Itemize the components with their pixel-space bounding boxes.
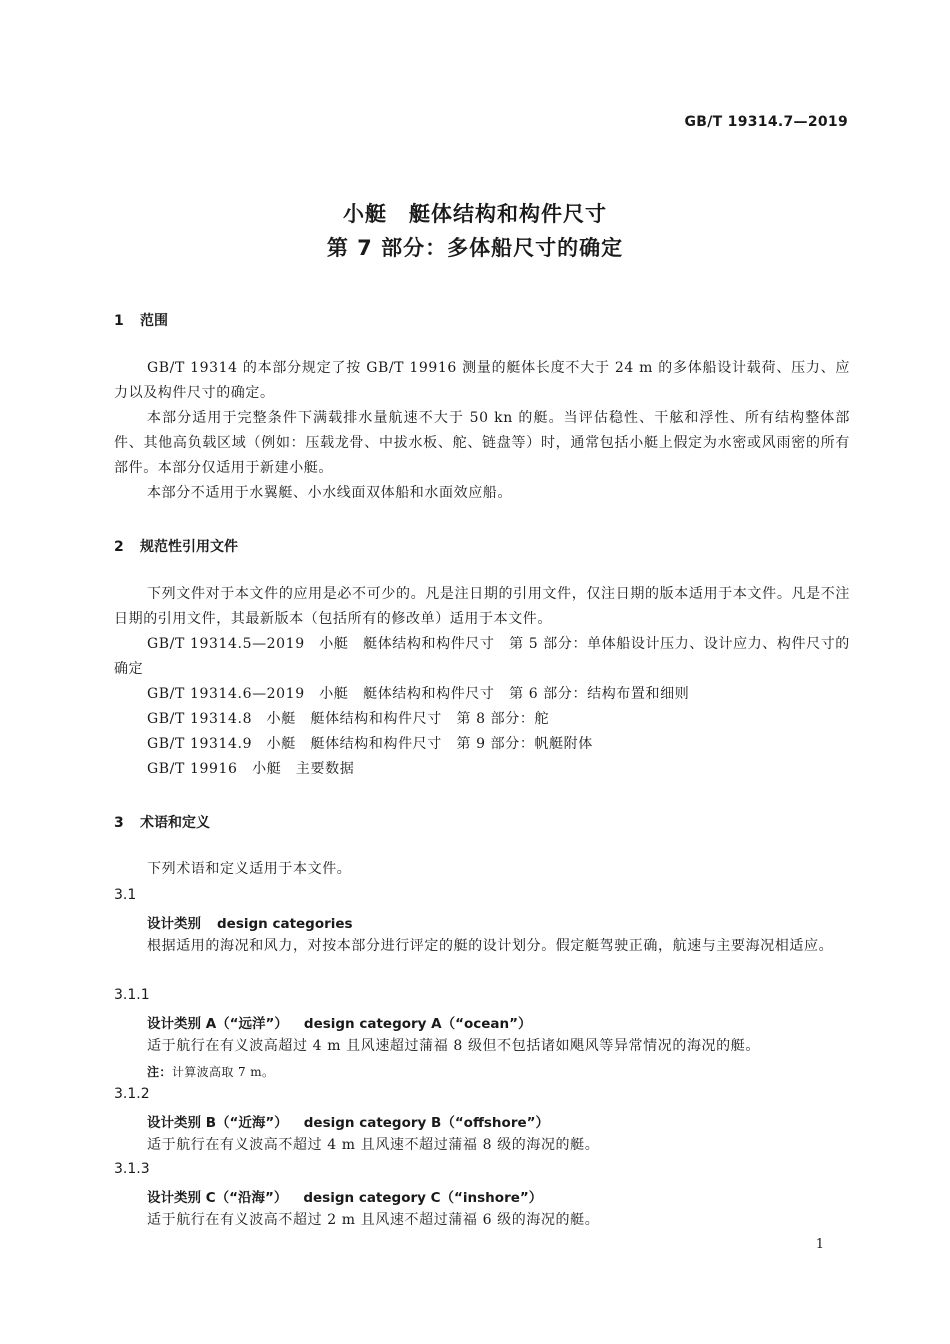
- section-2-heading: [114, 536, 238, 556]
- note: [147, 1063, 274, 1080]
- clause-number: 3.1: [114, 887, 137, 903]
- paragraph: 本部分不适用于水翼艇、小水线面双体船和水面效应船。: [147, 485, 512, 501]
- term-heading: [147, 912, 353, 932]
- reference-item: GB/T 19314.5—2019 小艇 艇体结构和构件尺寸 第 5 部分：单体船设计压力、设计应力、构件尺寸的确定: [114, 636, 850, 677]
- term-definition: 适于航行在有义波高不超过 4 m 且风速不超过蒲福 8 级的海况的艇。: [147, 1137, 600, 1153]
- section-3-heading: [114, 812, 210, 832]
- term-en: design categories: [217, 916, 353, 932]
- section-number: 3: [114, 815, 124, 831]
- clause-number: 3.1.2: [114, 1086, 150, 1102]
- title-line-1: 小艇 艇体结构和构件尺寸: [343, 202, 607, 226]
- title-line-2: 第 7 部分：多体船尺寸的确定: [326, 236, 624, 260]
- term-en: design category B（“offshore”）: [303, 1115, 550, 1131]
- reference-item: GB/T 19314.9 小艇 艇体结构和构件尺寸 第 9 部分：帆艇附体: [147, 736, 593, 752]
- term-heading: [147, 1012, 532, 1032]
- note-label: 注：: [147, 1065, 172, 1079]
- term-heading: [147, 1186, 542, 1206]
- page-number: 1: [815, 1237, 824, 1252]
- paragraph: 下列术语和定义适用于本文件。: [147, 861, 352, 877]
- section-1-heading: [114, 310, 168, 330]
- section-title: 规范性引用文件: [140, 539, 238, 555]
- term-definition: 根据适用的海况和风力，对按本部分进行评定的艇的设计划分。假定艇驾驶正确，航速与主要海况相适应。: [147, 938, 834, 954]
- paragraph: 下列文件对于本文件的应用是必不可少的。凡是注日期的引用文件，仅注日期的版本适用于本文件。凡是不注日期的引用文件，其最新版本（包括所有的修改单）适用于本文件。: [114, 586, 850, 627]
- reference-item: GB/T 19314.6—2019 小艇 艇体结构和构件尺寸 第 6 部分：结构布置和细则: [147, 686, 690, 702]
- reference-item: GB/T 19314.8 小艇 艇体结构和构件尺寸 第 8 部分：舵: [147, 711, 550, 727]
- paragraph: GB/T 19314 的本部分规定了按 GB/T 19916 测量的艇体长度不大于 24 m 的多体船设计载荷、压力、应力以及构件尺寸的确定。: [114, 360, 850, 401]
- clause-number: 3.1.3: [114, 1161, 150, 1177]
- term-en: design category C（“inshore”）: [303, 1190, 543, 1206]
- reference-item: GB/T 19916 小艇 主要数据: [147, 761, 355, 777]
- standard-code: GB/T 19314.7—2019: [684, 114, 848, 130]
- term-zh: 设计类别 C（“沿海”）: [147, 1190, 288, 1206]
- section-number: 1: [114, 313, 124, 329]
- term-heading: [147, 1111, 549, 1131]
- section-title: 范围: [140, 313, 168, 329]
- term-definition: 适于航行在有义波高超过 4 m 且风速超过蒲福 8 级但不包括诸如飓风等异常情况的海况的艇。: [147, 1038, 760, 1054]
- term-definition: 适于航行在有义波高不超过 2 m 且风速不超过蒲福 6 级的海况的艇。: [147, 1212, 600, 1228]
- term-en: design category A（“ocean”）: [303, 1016, 532, 1032]
- section-title: 术语和定义: [140, 815, 210, 831]
- paragraph: 本部分适用于完整条件下满载排水量航速不大于 50 kn 的艇。当评估稳性、干舷和浮性、所有结构整体部件、其他高负载区域（例如：压载龙骨、中拔水板、舵、链盘等）时，通常包括小艇上假定为水密或风雨密的所有部件。本部分仅适用于新建小艇。: [114, 410, 850, 476]
- clause-number: 3.1.1: [114, 987, 150, 1003]
- term-zh: 设计类别 A（“远洋”）: [147, 1016, 288, 1032]
- term-zh: 设计类别 B（“近海”）: [147, 1115, 288, 1131]
- term-zh: 设计类别: [147, 916, 201, 932]
- note-text: 计算波高取 7 m。: [171, 1065, 275, 1079]
- section-number: 2: [114, 539, 124, 555]
